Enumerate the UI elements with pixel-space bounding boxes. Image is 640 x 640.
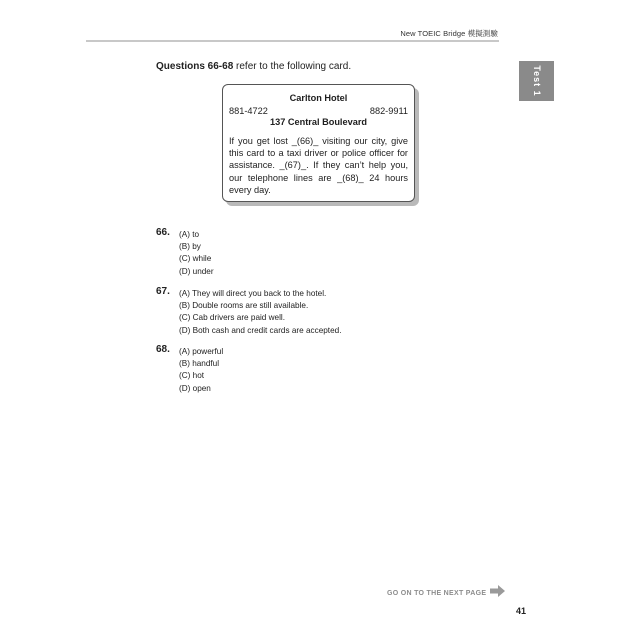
answer-option[interactable]: (B) by [179,242,201,252]
question-number: 66. [156,227,170,238]
question-68 [156,346,223,395]
answer-option[interactable]: (B) handful [179,359,220,369]
answer-option[interactable]: (A) to [179,230,200,239]
hotel-phone-left: 881-4722 [229,106,268,116]
right-arrow-icon [490,584,505,602]
questions-range: Questions 66-68 [156,61,234,72]
header-title: New TOEIC Bridge 模擬測驗 [400,29,498,38]
answer-option[interactable]: (C) while [179,254,212,264]
answer-option[interactable]: (A) They will direct you back to the hotel. [179,289,327,298]
hotel-phones [229,106,408,116]
answer-option[interactable]: (D) Both cash and credit cards are accepted. [179,325,342,335]
question-67 [156,288,341,337]
hotel-card [222,84,415,202]
question-number: 68. [156,344,170,355]
answer-options [179,229,214,278]
answer-option[interactable]: (C) Cab drivers are paid well. [179,313,286,323]
answer-option[interactable]: (D) under [179,266,214,276]
next-page-link[interactable] [387,584,505,602]
questions-intro-text: refer to the following card. [233,61,352,72]
answer-option[interactable]: (D) open [179,383,211,393]
answer-option[interactable]: (C) hot [179,371,205,381]
header-divider [86,40,499,42]
question-66 [156,229,214,278]
side-tab-label: Test 1 [531,65,542,97]
answer-option[interactable]: (B) Double rooms are still available. [179,301,309,311]
answer-option[interactable]: (A) powerful [179,347,224,356]
hotel-address: 137 Central Boulevard [269,117,368,127]
hotel-name: Carlton Hotel [289,93,348,103]
question-number: 67. [156,286,170,297]
answer-options [179,346,223,395]
side-tab-test [519,61,554,101]
hotel-card-message: If you get lost _(66)_ visiting our city, give this card to a taxi driver or police officer for assistance. _(67)_. If they can’t help you, our telephone lines are _(68)_ 24 hours every day. [229,136,408,195]
hotel-phone-right: 882-9911 [369,106,408,116]
answer-options [179,288,341,337]
questions-intro [156,61,351,72]
next-page-label: GO ON TO THE NEXT PAGE [387,589,487,597]
page-number: 41 [516,606,527,616]
